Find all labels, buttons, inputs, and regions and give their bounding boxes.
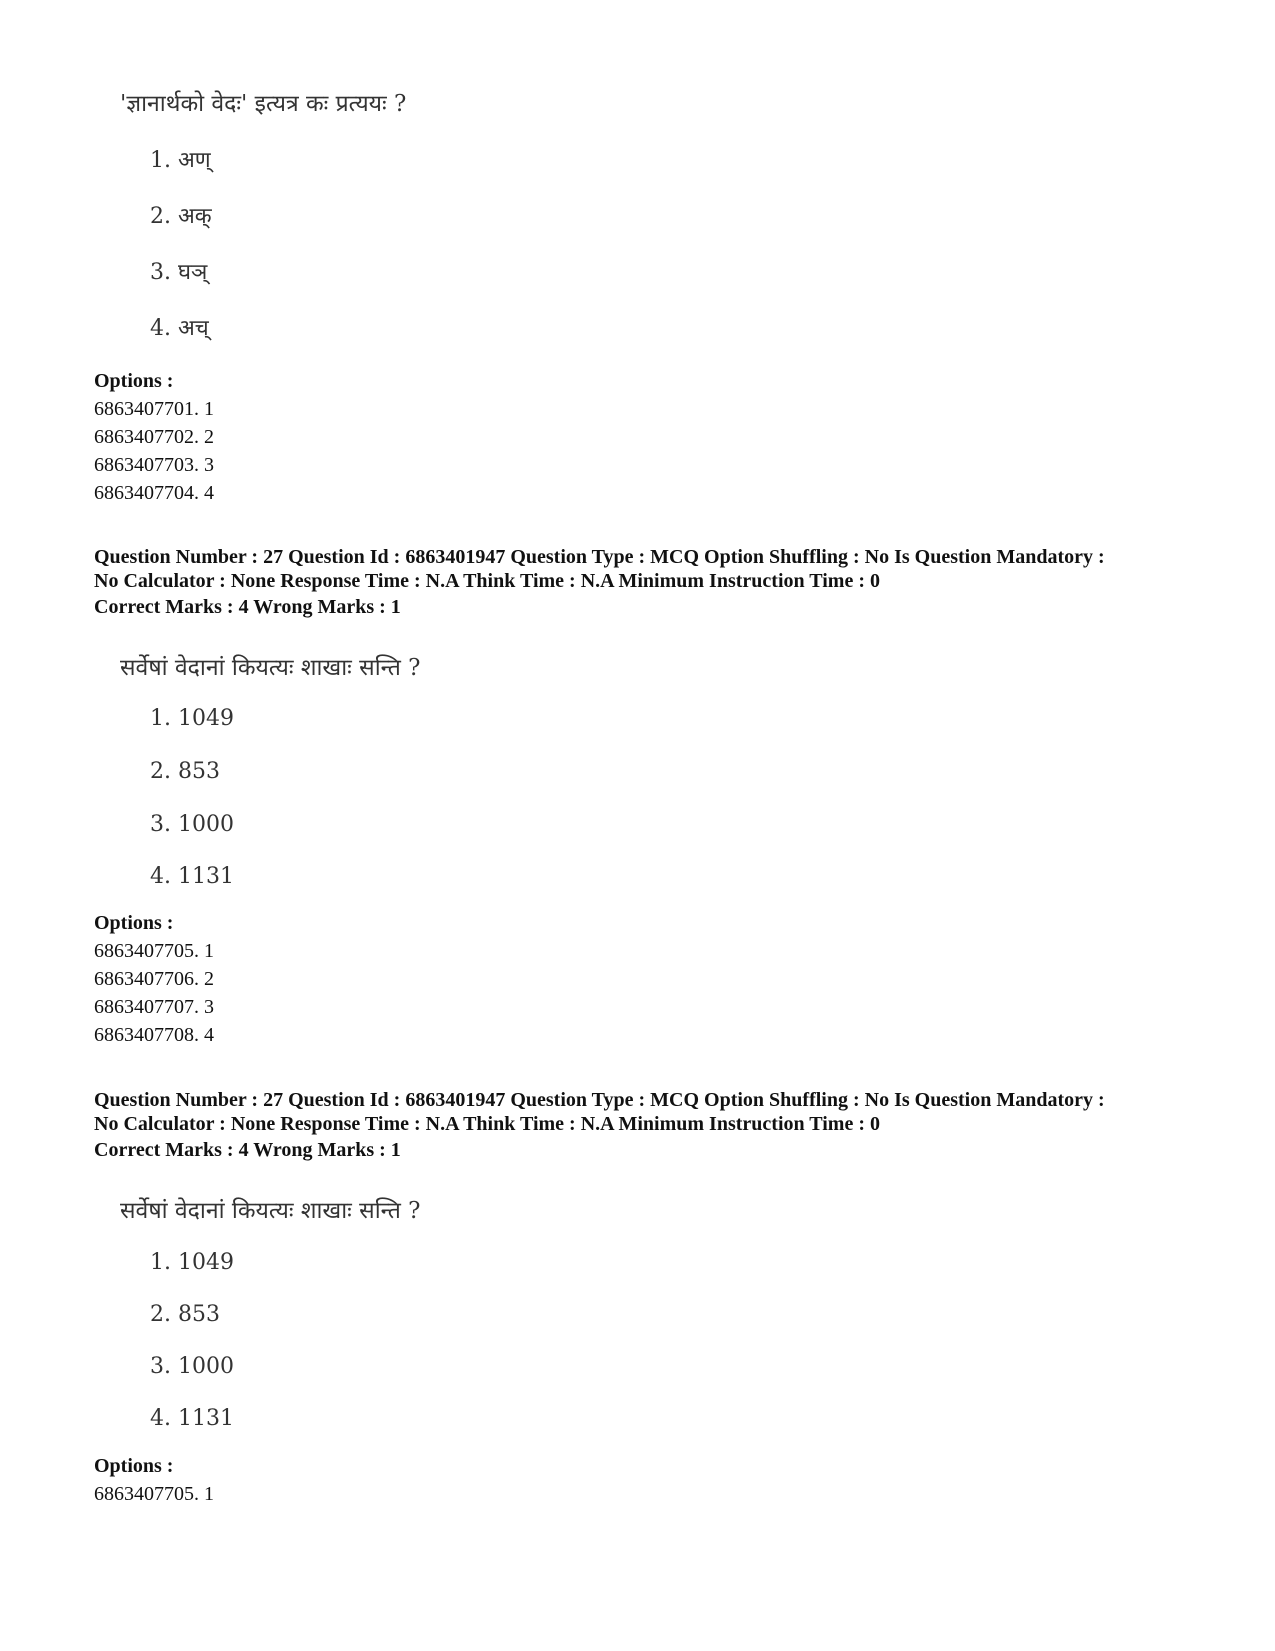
options-heading: Options : bbox=[94, 912, 174, 934]
question-meta bbox=[94, 545, 1194, 593]
option-row: 6863407704. 4 bbox=[94, 482, 214, 504]
question-meta-line: Question Number : 27 Question Id : 6863401947 Question Type : MCQ Option Shuffling : No Is Question Mandatory : bbox=[94, 546, 1105, 568]
choice-item: 1. 1049 bbox=[150, 1250, 234, 1275]
choice-item: 3. घञ् bbox=[150, 260, 208, 285]
question-meta-line: No Calculator : None Response Time : N.A Think Time : N.A Minimum Instruction Time : 0 bbox=[94, 1113, 880, 1135]
marks-line: Correct Marks : 4 Wrong Marks : 1 bbox=[94, 1139, 401, 1161]
question-meta-line: Question Number : 27 Question Id : 6863401947 Question Type : MCQ Option Shuffling : No Is Question Mandatory : bbox=[94, 1089, 1105, 1111]
choice-item: 4. 1131 bbox=[150, 1406, 234, 1431]
choice-item: 2. 853 bbox=[150, 759, 220, 784]
marks-line: Correct Marks : 4 Wrong Marks : 1 bbox=[94, 596, 401, 618]
option-row: 6863407706. 2 bbox=[94, 968, 214, 990]
question-text: 'ज्ञानार्थको वेदः' इत्यत्र कः प्रत्ययः ? bbox=[120, 91, 407, 117]
choice-item: 2. अक् bbox=[150, 204, 212, 229]
question-text: सर्वेषां वेदानां कियत्यः शाखाः सन्ति ? bbox=[120, 1198, 421, 1224]
question-text: सर्वेषां वेदानां कियत्यः शाखाः सन्ति ? bbox=[120, 655, 421, 681]
choice-item: 1. 1049 bbox=[150, 706, 234, 731]
question-meta-line: No Calculator : None Response Time : N.A Think Time : N.A Minimum Instruction Time : 0 bbox=[94, 570, 880, 592]
question-meta bbox=[94, 1088, 1194, 1136]
choice-item: 4. अच् bbox=[150, 316, 209, 341]
options-heading: Options : bbox=[94, 1455, 174, 1477]
choice-item: 1. अण् bbox=[150, 148, 211, 173]
choice-item: 3. 1000 bbox=[150, 812, 234, 837]
option-row: 6863407705. 1 bbox=[94, 1483, 214, 1505]
choice-item: 2. 853 bbox=[150, 1302, 220, 1327]
option-row: 6863407703. 3 bbox=[94, 454, 214, 476]
option-row: 6863407701. 1 bbox=[94, 398, 214, 420]
option-row: 6863407708. 4 bbox=[94, 1024, 214, 1046]
choice-item: 4. 1131 bbox=[150, 864, 234, 889]
option-row: 6863407702. 2 bbox=[94, 426, 214, 448]
options-heading: Options : bbox=[94, 370, 174, 392]
option-row: 6863407705. 1 bbox=[94, 940, 214, 962]
option-row: 6863407707. 3 bbox=[94, 996, 214, 1018]
choice-item: 3. 1000 bbox=[150, 1354, 234, 1379]
